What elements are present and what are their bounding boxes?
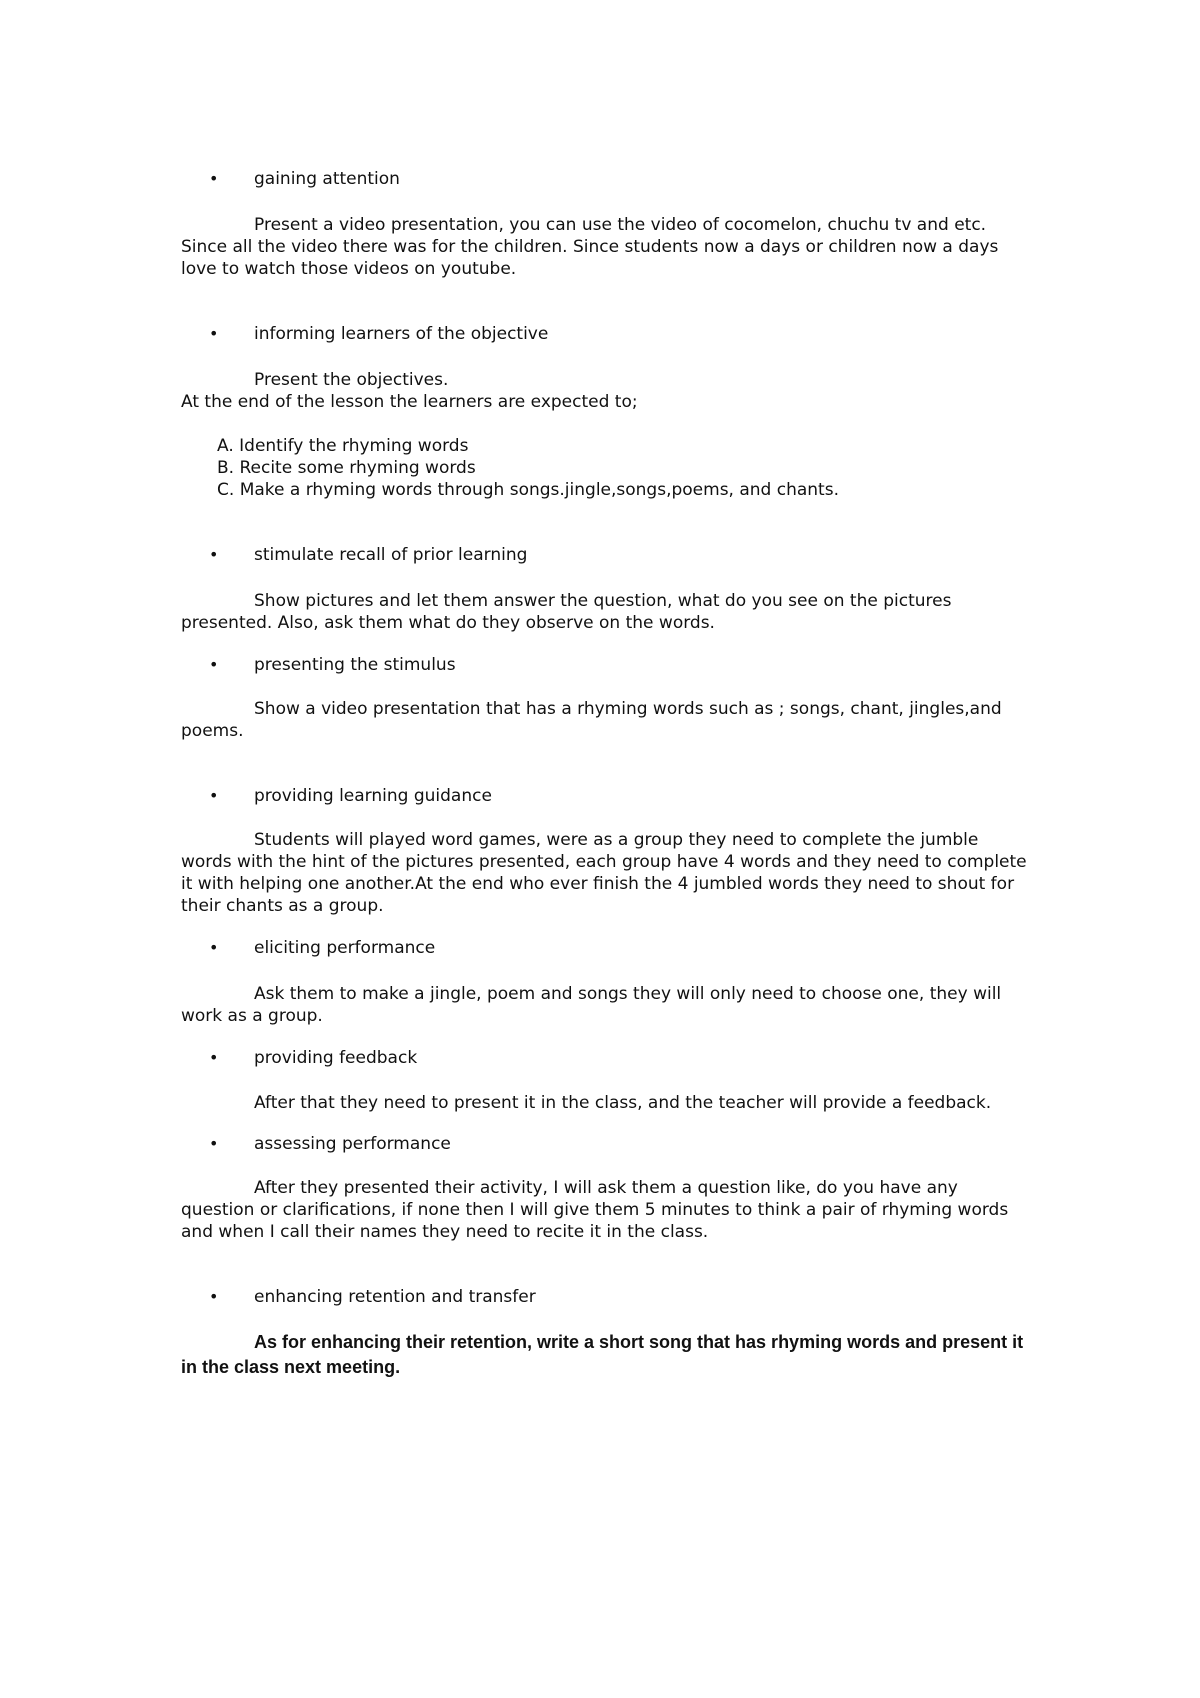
bullet-informing-learners bbox=[181, 323, 1031, 345]
section-heading: eliciting performance bbox=[254, 938, 436, 958]
section-body-continued: At the end of the lesson the learners are expected to; bbox=[181, 392, 638, 412]
list-item: A. Identify the rhyming words bbox=[217, 436, 469, 456]
section-body-bold: As for enhancing their retention, write a short song that has rhyming words and present it in the class next meeting. bbox=[181, 1332, 1024, 1377]
bullet-presenting-stimulus bbox=[181, 654, 1031, 676]
section-heading: providing feedback bbox=[254, 1048, 418, 1068]
bullet-eliciting-performance bbox=[181, 937, 1031, 959]
bullet-gaining-attention bbox=[181, 168, 1031, 190]
section-heading: assessing performance bbox=[254, 1134, 451, 1154]
section-body: After they presented their activity, I will ask them a question like, do you have any question or clarifications, if none then I will give them 5 minutes to think a pair of rhyming words and when I call their names they need to recite it in the class. bbox=[181, 1178, 1009, 1242]
section-body: After that they need to present it in the class, and the teacher will provide a feedback. bbox=[254, 1093, 992, 1113]
list-item: C. Make a rhyming words through songs.jingle,songs,poems, and chants. bbox=[217, 480, 839, 500]
bullet-icon: • bbox=[209, 545, 219, 564]
section-body: Show pictures and let them answer the question, what do you see on the pictures presented. Also, ask them what do they observe on the words. bbox=[181, 591, 952, 633]
bullet-assessing-performance bbox=[181, 1133, 1031, 1155]
bullet-icon: • bbox=[209, 786, 219, 805]
document-content bbox=[181, 168, 1031, 1380]
section-body: Students will played word games, were as a group they need to complete the jumble words with the hint of the pictures presented, each group have 4 words and they need to complete it with helping one another.At the end who ever finish the 4 jumbled words they need to shout for their chants as a group. bbox=[181, 830, 1027, 916]
bullet-icon: • bbox=[209, 655, 219, 674]
objectives-list bbox=[181, 435, 1031, 501]
bullet-icon: • bbox=[209, 938, 219, 957]
section-heading: gaining attention bbox=[254, 169, 400, 189]
section-body: Present a video presentation, you can use the video of cocomelon, chuchu tv and etc. Since all the video there was for the children. Since students now a days or children now a days love to watch those videos on youtube. bbox=[181, 215, 999, 279]
list-item: B. Recite some rhyming words bbox=[217, 458, 476, 478]
bullet-learning-guidance bbox=[181, 785, 1031, 807]
section-heading: stimulate recall of prior learning bbox=[254, 545, 528, 565]
bullet-icon: • bbox=[209, 1287, 219, 1306]
bullet-enhancing-retention bbox=[181, 1286, 1031, 1308]
section-heading: providing learning guidance bbox=[254, 786, 492, 806]
bullet-icon: • bbox=[209, 1048, 219, 1067]
section-body: Show a video presentation that has a rhyming words such as ; songs, chant, jingles,and poems. bbox=[181, 699, 1002, 741]
section-heading: presenting the stimulus bbox=[254, 655, 456, 675]
section-heading: enhancing retention and transfer bbox=[254, 1287, 536, 1307]
section-body: Present the objectives. bbox=[254, 370, 449, 390]
bullet-stimulate-recall bbox=[181, 544, 1031, 566]
section-heading: informing learners of the objective bbox=[254, 324, 549, 344]
bullet-providing-feedback bbox=[181, 1047, 1031, 1069]
bullet-icon: • bbox=[209, 169, 219, 188]
section-body: Ask them to make a jingle, poem and songs they will only need to choose one, they will work as a group. bbox=[181, 984, 1002, 1026]
bullet-icon: • bbox=[209, 324, 219, 343]
bullet-icon: • bbox=[209, 1134, 219, 1153]
